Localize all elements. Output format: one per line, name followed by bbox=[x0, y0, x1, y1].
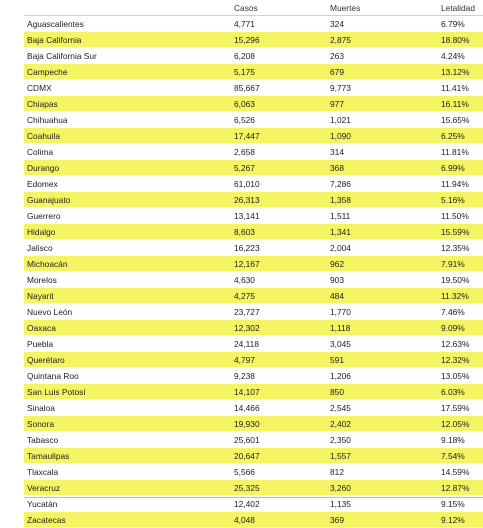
table-row bbox=[24, 160, 483, 176]
cell-letalidad: 11.41% bbox=[438, 80, 483, 96]
cell-casos: 8,603 bbox=[231, 224, 327, 240]
cell-letalidad: 16.11% bbox=[438, 96, 483, 112]
cell-state: Querétaro bbox=[24, 352, 231, 368]
cell-letalidad: 12.63% bbox=[438, 336, 483, 352]
cell-muertes: 1,557 bbox=[327, 448, 438, 464]
cell-casos: 4,630 bbox=[231, 272, 327, 288]
cell-state: Aguascalientes bbox=[24, 16, 231, 32]
cell-letalidad: 12.32% bbox=[438, 352, 483, 368]
cell-casos: 5,566 bbox=[231, 464, 327, 480]
cell-muertes: 3,260 bbox=[327, 480, 438, 496]
table-row bbox=[24, 64, 483, 80]
cell-letalidad: 12.35% bbox=[438, 240, 483, 256]
cell-state: San Luis Potosí bbox=[24, 384, 231, 400]
cell-state: Coahuila bbox=[24, 128, 231, 144]
cell-letalidad: 6.25% bbox=[438, 128, 483, 144]
table-row bbox=[24, 464, 483, 480]
cell-state: Quintana Roo bbox=[24, 368, 231, 384]
table-row bbox=[24, 16, 483, 32]
cell-letalidad: 5.16% bbox=[438, 192, 483, 208]
cell-casos: 19,930 bbox=[231, 416, 327, 432]
cell-muertes: 1,118 bbox=[327, 320, 438, 336]
header-state bbox=[24, 0, 231, 16]
cell-state: Nayarit bbox=[24, 288, 231, 304]
cell-casos: 15,296 bbox=[231, 32, 327, 48]
cell-muertes: 1,341 bbox=[327, 224, 438, 240]
cell-casos: 9,238 bbox=[231, 368, 327, 384]
cell-casos: 6,063 bbox=[231, 96, 327, 112]
cell-casos: 5,175 bbox=[231, 64, 327, 80]
cell-casos: 5,267 bbox=[231, 160, 327, 176]
cell-letalidad: 9.12% bbox=[438, 512, 483, 528]
cell-letalidad: 11.50% bbox=[438, 208, 483, 224]
cell-casos: 6,526 bbox=[231, 112, 327, 128]
cell-letalidad: 15.59% bbox=[438, 224, 483, 240]
cell-casos: 4,771 bbox=[231, 16, 327, 32]
cell-state: Sonora bbox=[24, 416, 231, 432]
header-letalidad: Letalidad bbox=[438, 0, 483, 16]
cell-muertes: 1,021 bbox=[327, 112, 438, 128]
cell-muertes: 2,350 bbox=[327, 432, 438, 448]
cell-muertes: 484 bbox=[327, 288, 438, 304]
cell-casos: 12,167 bbox=[231, 256, 327, 272]
cell-state: Sinaloa bbox=[24, 400, 231, 416]
table-row bbox=[24, 272, 483, 288]
cell-muertes: 977 bbox=[327, 96, 438, 112]
table-row bbox=[24, 384, 483, 400]
cell-state: Jalisco bbox=[24, 240, 231, 256]
table-row bbox=[24, 48, 483, 64]
cell-casos: 4,797 bbox=[231, 352, 327, 368]
cell-letalidad: 9.09% bbox=[438, 320, 483, 336]
cell-muertes: 1,358 bbox=[327, 192, 438, 208]
cell-state: Tabasco bbox=[24, 432, 231, 448]
cell-muertes: 369 bbox=[327, 512, 438, 528]
table-row bbox=[24, 224, 483, 240]
cell-casos: 25,601 bbox=[231, 432, 327, 448]
cell-state: Morelos bbox=[24, 272, 231, 288]
cell-letalidad: 17.59% bbox=[438, 400, 483, 416]
cell-state: Nuevo León bbox=[24, 304, 231, 320]
cell-muertes: 1,511 bbox=[327, 208, 438, 224]
cell-muertes: 1,206 bbox=[327, 368, 438, 384]
cell-letalidad: 13.12% bbox=[438, 64, 483, 80]
cell-letalidad: 9.15% bbox=[438, 496, 483, 512]
table-header-row bbox=[24, 0, 483, 16]
covid-state-table bbox=[24, 0, 483, 528]
cell-casos: 12,402 bbox=[231, 496, 327, 512]
cell-muertes: 591 bbox=[327, 352, 438, 368]
cell-letalidad: 9.18% bbox=[438, 432, 483, 448]
table-row bbox=[24, 320, 483, 336]
table-body bbox=[24, 16, 483, 528]
cell-state: CDMX bbox=[24, 80, 231, 96]
cell-casos: 4,048 bbox=[231, 512, 327, 528]
cell-letalidad: 6.99% bbox=[438, 160, 483, 176]
cell-letalidad: 12.87% bbox=[438, 480, 483, 496]
cell-state: Puebla bbox=[24, 336, 231, 352]
cell-letalidad: 7.91% bbox=[438, 256, 483, 272]
cell-state: Campeche bbox=[24, 64, 231, 80]
cell-casos: 26,313 bbox=[231, 192, 327, 208]
covid-state-table-container bbox=[24, 0, 483, 528]
cell-casos: 2,658 bbox=[231, 144, 327, 160]
table-row bbox=[24, 80, 483, 96]
cell-muertes: 962 bbox=[327, 256, 438, 272]
table-row bbox=[24, 208, 483, 224]
cell-casos: 17,447 bbox=[231, 128, 327, 144]
cell-letalidad: 4.24% bbox=[438, 48, 483, 64]
cell-casos: 12,302 bbox=[231, 320, 327, 336]
table-row bbox=[24, 336, 483, 352]
cell-state: Edomex bbox=[24, 176, 231, 192]
cell-state: Baja California bbox=[24, 32, 231, 48]
cell-muertes: 1,135 bbox=[327, 496, 438, 512]
cell-muertes: 3,045 bbox=[327, 336, 438, 352]
cell-letalidad: 12.05% bbox=[438, 416, 483, 432]
cell-casos: 25,325 bbox=[231, 480, 327, 496]
cell-casos: 13,141 bbox=[231, 208, 327, 224]
cell-muertes: 9,773 bbox=[327, 80, 438, 96]
table-row bbox=[24, 512, 483, 528]
cell-muertes: 1,770 bbox=[327, 304, 438, 320]
table-row bbox=[24, 400, 483, 416]
cell-muertes: 324 bbox=[327, 16, 438, 32]
table-row bbox=[24, 480, 483, 496]
table-row bbox=[24, 176, 483, 192]
cell-letalidad: 7.54% bbox=[438, 448, 483, 464]
cell-muertes: 314 bbox=[327, 144, 438, 160]
cell-letalidad: 14.59% bbox=[438, 464, 483, 480]
cell-muertes: 368 bbox=[327, 160, 438, 176]
cell-state: Hidalgo bbox=[24, 224, 231, 240]
cell-state: Michoacán bbox=[24, 256, 231, 272]
header-casos: Casos bbox=[231, 0, 327, 16]
cell-muertes: 903 bbox=[327, 272, 438, 288]
cell-muertes: 7,286 bbox=[327, 176, 438, 192]
cell-letalidad: 7.46% bbox=[438, 304, 483, 320]
cell-state: Guanajuato bbox=[24, 192, 231, 208]
cell-casos: 85,667 bbox=[231, 80, 327, 96]
cell-muertes: 263 bbox=[327, 48, 438, 64]
cell-muertes: 812 bbox=[327, 464, 438, 480]
cell-muertes: 2,875 bbox=[327, 32, 438, 48]
cell-letalidad: 11.81% bbox=[438, 144, 483, 160]
cell-muertes: 2,545 bbox=[327, 400, 438, 416]
cell-state: Zacatecas bbox=[24, 512, 231, 528]
cell-state: Yucatán bbox=[24, 496, 231, 512]
table-row bbox=[24, 112, 483, 128]
cell-casos: 14,466 bbox=[231, 400, 327, 416]
table-row bbox=[24, 368, 483, 384]
cell-muertes: 850 bbox=[327, 384, 438, 400]
table-row bbox=[24, 288, 483, 304]
cell-casos: 16,223 bbox=[231, 240, 327, 256]
cell-letalidad: 6.03% bbox=[438, 384, 483, 400]
cell-letalidad: 11.94% bbox=[438, 176, 483, 192]
cell-state: Guerrero bbox=[24, 208, 231, 224]
cell-casos: 61,010 bbox=[231, 176, 327, 192]
cell-letalidad: 13.05% bbox=[438, 368, 483, 384]
cell-state: Chihuahua bbox=[24, 112, 231, 128]
table-row bbox=[24, 32, 483, 48]
table-row bbox=[24, 144, 483, 160]
cell-letalidad: 19.50% bbox=[438, 272, 483, 288]
table-row bbox=[24, 448, 483, 464]
cell-muertes: 1,090 bbox=[327, 128, 438, 144]
cell-state: Tlaxcala bbox=[24, 464, 231, 480]
cell-state: Tamaulipas bbox=[24, 448, 231, 464]
cell-letalidad: 11.32% bbox=[438, 288, 483, 304]
table-bottom-rule bbox=[24, 497, 483, 498]
cell-muertes: 2,402 bbox=[327, 416, 438, 432]
cell-casos: 20,647 bbox=[231, 448, 327, 464]
cell-state: Baja California Sur bbox=[24, 48, 231, 64]
cell-muertes: 2,004 bbox=[327, 240, 438, 256]
cell-state: Chiapas bbox=[24, 96, 231, 112]
cell-casos: 6,208 bbox=[231, 48, 327, 64]
table-row bbox=[24, 432, 483, 448]
cell-state: Oaxaca bbox=[24, 320, 231, 336]
cell-muertes: 679 bbox=[327, 64, 438, 80]
cell-letalidad: 6.79% bbox=[438, 16, 483, 32]
header-muertes: Muertes bbox=[327, 0, 438, 16]
table-row bbox=[24, 416, 483, 432]
cell-state: Colima bbox=[24, 144, 231, 160]
table-row bbox=[24, 96, 483, 112]
cell-casos: 23,727 bbox=[231, 304, 327, 320]
table-row bbox=[24, 192, 483, 208]
cell-casos: 24,118 bbox=[231, 336, 327, 352]
table-row bbox=[24, 256, 483, 272]
table-row bbox=[24, 240, 483, 256]
cell-state: Veracruz bbox=[24, 480, 231, 496]
table-row bbox=[24, 128, 483, 144]
cell-letalidad: 18.80% bbox=[438, 32, 483, 48]
cell-state: Durango bbox=[24, 160, 231, 176]
table-row bbox=[24, 304, 483, 320]
cell-casos: 4,275 bbox=[231, 288, 327, 304]
cell-casos: 14,107 bbox=[231, 384, 327, 400]
table-row bbox=[24, 352, 483, 368]
cell-letalidad: 15.65% bbox=[438, 112, 483, 128]
